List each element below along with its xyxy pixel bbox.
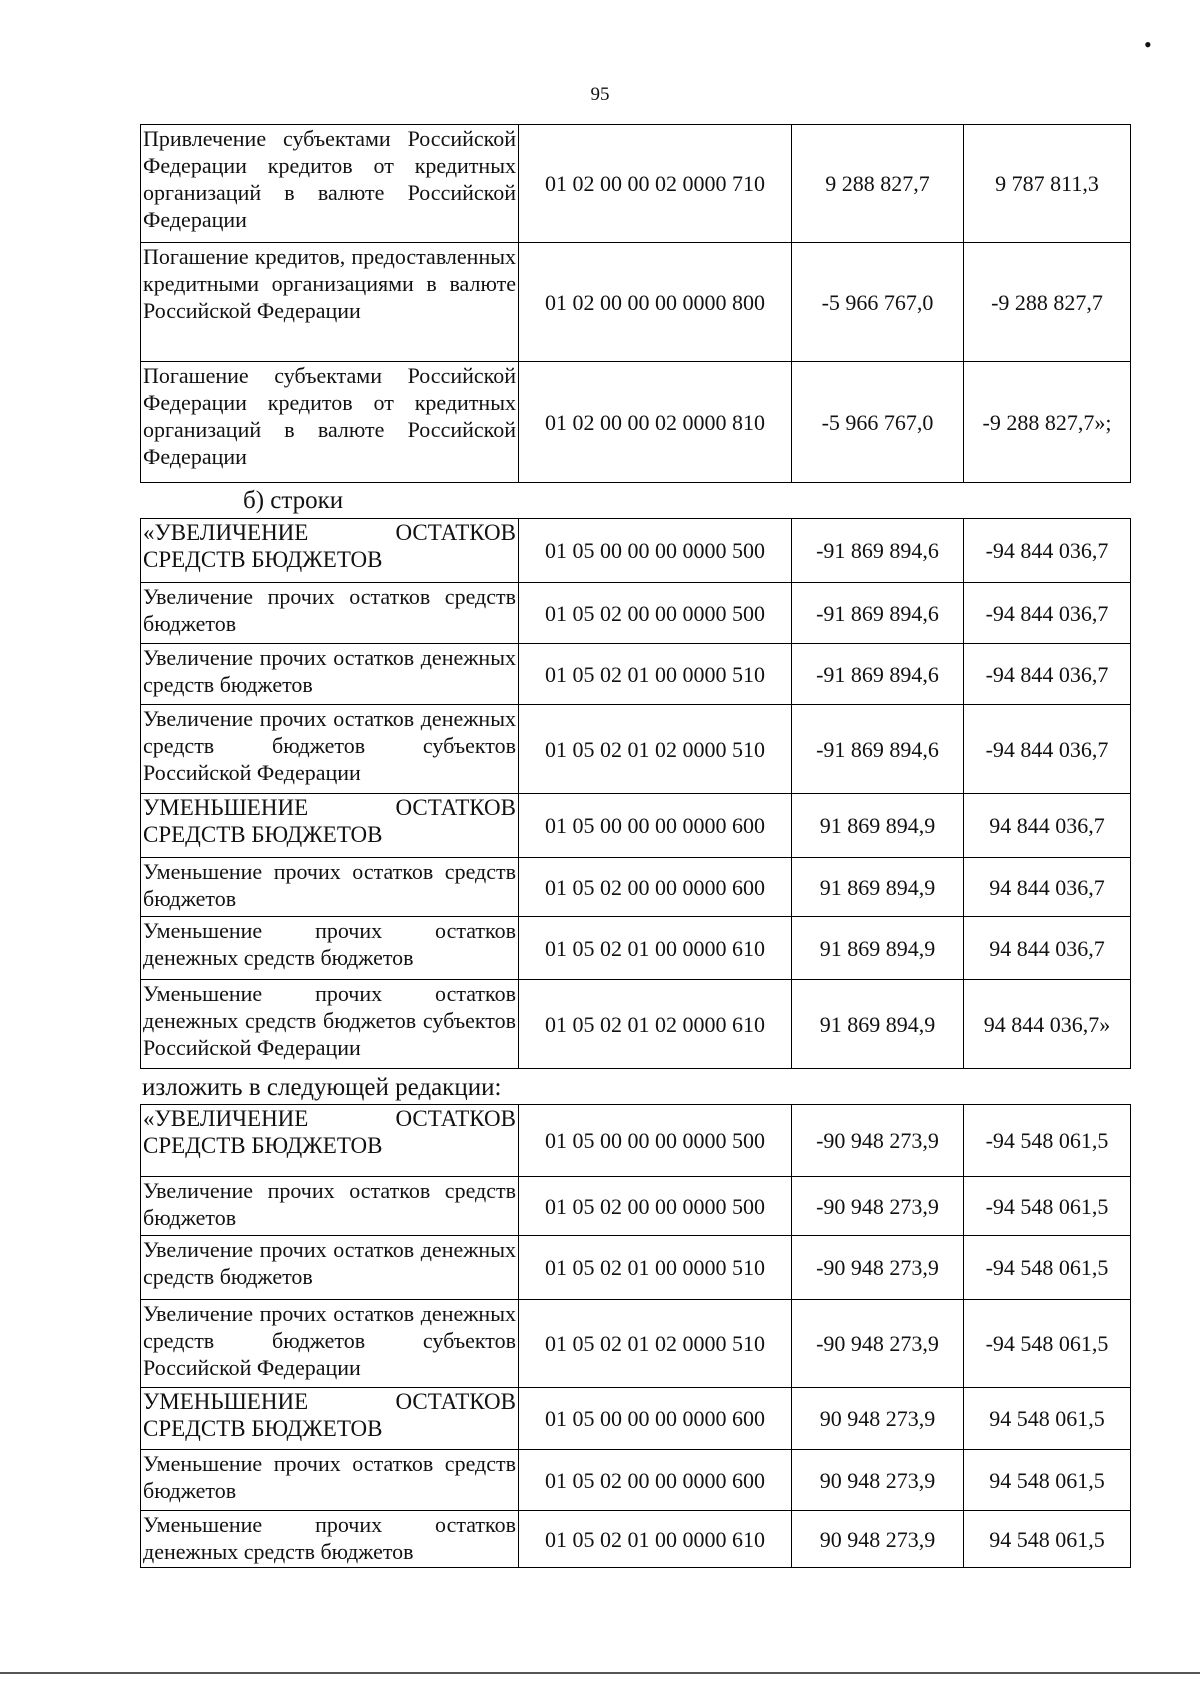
table-row xyxy=(141,980,1131,1069)
row-name: Погашение субъектами Российской Федерации кредитов от кредитных организаций в валюте Российской Федерации xyxy=(141,362,519,483)
row-value-1: -90 948 273,9 xyxy=(792,1300,964,1388)
row-code: 01 05 00 00 00 0000 500 xyxy=(519,519,792,583)
row-code: 01 05 00 00 00 0000 500 xyxy=(519,1105,792,1177)
row-value-2: 94 548 061,5 xyxy=(964,1511,1131,1568)
row-value-2: 94 548 061,5 xyxy=(964,1450,1131,1511)
row-value-2: -9 288 827,7»; xyxy=(964,362,1131,483)
row-name: Увеличение прочих остатков денежных средств бюджетов xyxy=(141,1236,519,1300)
row-value-2: -94 844 036,7 xyxy=(964,583,1131,644)
row-value-1: -91 869 894,6 xyxy=(792,583,964,644)
row-value-2: -94 548 061,5 xyxy=(964,1300,1131,1388)
table-old-lines xyxy=(140,518,1131,1069)
row-name: «УВЕЛИЧЕНИЕ ОСТАТКОВ СРЕДСТВ БЮДЖЕТОВ xyxy=(141,1105,519,1177)
row-name: Уменьшение прочих остатков денежных средств бюджетов субъектов Российской Федерации xyxy=(141,980,519,1069)
row-value-2: 94 844 036,7» xyxy=(964,980,1131,1069)
row-value-1: 90 948 273,9 xyxy=(792,1511,964,1568)
note-lines: б) строки xyxy=(243,487,344,514)
row-code: 01 05 02 01 00 0000 510 xyxy=(519,644,792,705)
row-name: Увеличение прочих остатков денежных средств бюджетов субъектов Российской Федерации xyxy=(141,1300,519,1388)
row-name: Привлечение субъектами Российской Федерации кредитов от кредитных организаций в валюте Российской Федерации xyxy=(141,125,519,243)
table-row xyxy=(141,1105,1131,1177)
table-new-lines xyxy=(140,1104,1131,1568)
row-name: Увеличение прочих остатков денежных средств бюджетов xyxy=(141,644,519,705)
row-value-1: 90 948 273,9 xyxy=(792,1388,964,1450)
row-value-2: -94 548 061,5 xyxy=(964,1105,1131,1177)
row-value-2: -94 844 036,7 xyxy=(964,644,1131,705)
row-name: УМЕНЬШЕНИЕ ОСТАТКОВ СРЕДСТВ БЮДЖЕТОВ xyxy=(141,794,519,858)
row-value-2: 94 548 061,5 xyxy=(964,1388,1131,1450)
row-name: Увеличение прочих остатков денежных средств бюджетов субъектов Российской Федерации xyxy=(141,705,519,794)
row-code: 01 05 02 01 02 0000 510 xyxy=(519,705,792,794)
row-value-1: -5 966 767,0 xyxy=(792,243,964,362)
row-code: 01 02 00 00 00 0000 800 xyxy=(519,243,792,362)
table-row xyxy=(141,1450,1131,1511)
row-value-1: -90 948 273,9 xyxy=(792,1105,964,1177)
row-name: Уменьшение прочих остатков денежных средств бюджетов xyxy=(141,917,519,980)
table-row xyxy=(141,583,1131,644)
row-value-1: 91 869 894,9 xyxy=(792,858,964,917)
row-value-1: -5 966 767,0 xyxy=(792,362,964,483)
row-value-1: -91 869 894,6 xyxy=(792,519,964,583)
row-code: 01 05 02 01 02 0000 510 xyxy=(519,1300,792,1388)
row-name: «УВЕЛИЧЕНИЕ ОСТАТКОВ СРЕДСТВ БЮДЖЕТОВ xyxy=(141,519,519,583)
table-row xyxy=(141,1511,1131,1568)
row-value-1: 9 288 827,7 xyxy=(792,125,964,243)
row-code: 01 05 00 00 00 0000 600 xyxy=(519,1388,792,1450)
row-value-1: 91 869 894,9 xyxy=(792,917,964,980)
table-row xyxy=(141,1388,1131,1450)
row-value-2: -94 844 036,7 xyxy=(964,519,1131,583)
row-code: 01 02 00 00 02 0000 710 xyxy=(519,125,792,243)
row-value-2: -94 548 061,5 xyxy=(964,1236,1131,1300)
row-value-2: -94 844 036,7 xyxy=(964,705,1131,794)
row-code: 01 05 02 01 00 0000 610 xyxy=(519,917,792,980)
row-value-2: 9 787 811,3 xyxy=(964,125,1131,243)
row-name: Уменьшение прочих остатков денежных средств бюджетов xyxy=(141,1511,519,1568)
table-row xyxy=(141,705,1131,794)
table-row xyxy=(141,917,1131,980)
row-code: 01 05 02 00 00 0000 600 xyxy=(519,858,792,917)
note-new-edition: изложить в следующей редакции: xyxy=(142,1074,502,1101)
row-name: Увеличение прочих остатков средств бюджетов xyxy=(141,583,519,644)
row-code: 01 05 02 00 00 0000 500 xyxy=(519,1177,792,1236)
table-row xyxy=(141,362,1131,483)
table-row xyxy=(141,794,1131,858)
page-number: 95 xyxy=(590,84,610,105)
corner-mark: • xyxy=(1144,32,1152,57)
row-name: Увеличение прочих остатков средств бюджетов xyxy=(141,1177,519,1236)
row-value-1: 91 869 894,9 xyxy=(792,794,964,858)
table-row xyxy=(141,1236,1131,1300)
table-credits xyxy=(140,124,1131,483)
row-code: 01 05 00 00 00 0000 600 xyxy=(519,794,792,858)
row-value-2: -94 548 061,5 xyxy=(964,1177,1131,1236)
row-value-1: -91 869 894,6 xyxy=(792,644,964,705)
table-row xyxy=(141,125,1131,243)
row-code: 01 05 02 01 00 0000 510 xyxy=(519,1236,792,1300)
row-value-2: -9 288 827,7 xyxy=(964,243,1131,362)
row-value-1: 91 869 894,9 xyxy=(792,980,964,1069)
bottom-scan-edge xyxy=(0,1672,1200,1674)
table-row xyxy=(141,519,1131,583)
table-row xyxy=(141,243,1131,362)
table-row xyxy=(141,1300,1131,1388)
row-name: Уменьшение прочих остатков средств бюджетов xyxy=(141,858,519,917)
row-name: УМЕНЬШЕНИЕ ОСТАТКОВ СРЕДСТВ БЮДЖЕТОВ xyxy=(141,1388,519,1450)
row-value-1: -91 869 894,6 xyxy=(792,705,964,794)
row-value-1: -90 948 273,9 xyxy=(792,1177,964,1236)
row-code: 01 05 02 01 02 0000 610 xyxy=(519,980,792,1069)
row-code: 01 05 02 00 00 0000 600 xyxy=(519,1450,792,1511)
row-code: 01 02 00 00 02 0000 810 xyxy=(519,362,792,483)
table-row xyxy=(141,1177,1131,1236)
row-value-1: 90 948 273,9 xyxy=(792,1450,964,1511)
row-value-2: 94 844 036,7 xyxy=(964,794,1131,858)
row-code: 01 05 02 00 00 0000 500 xyxy=(519,583,792,644)
table-row xyxy=(141,858,1131,917)
table-row xyxy=(141,644,1131,705)
row-name: Погашение кредитов, предоставленных кредитными организациями в валюте Российской Федерации xyxy=(141,243,519,362)
row-value-1: -90 948 273,9 xyxy=(792,1236,964,1300)
row-name: Уменьшение прочих остатков средств бюджетов xyxy=(141,1450,519,1511)
row-code: 01 05 02 01 00 0000 610 xyxy=(519,1511,792,1568)
row-value-2: 94 844 036,7 xyxy=(964,858,1131,917)
row-value-2: 94 844 036,7 xyxy=(964,917,1131,980)
